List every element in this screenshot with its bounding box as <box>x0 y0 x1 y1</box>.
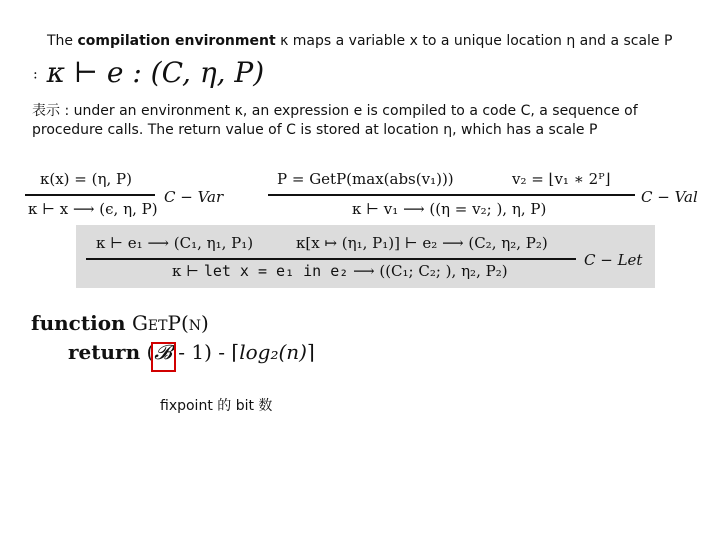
intro-bold-phrase: compilation environment <box>77 33 276 49</box>
return-log: log₂(n) <box>239 340 307 364</box>
description-line1-text: : under an environment κ, an expression e is compiled to a code C, a sequence of <box>60 103 638 119</box>
judgement-formula: κ ⊢ e : (C, η, P) <box>46 56 265 89</box>
rule-val-bar <box>268 194 635 196</box>
description-label: 表示 <box>32 103 60 119</box>
description-line-2: procedure calls. The return value of C is stored at location η, which has a scale P <box>32 122 598 138</box>
rule-var-bar <box>25 194 155 196</box>
rule-val-premise-right: v₂ = ⌊v₁ ∗ 2ᴾ⌋ <box>512 170 611 188</box>
rule-let-conclusion-post: ⟶ ((C₁; C₂; ), η₂, P₂) <box>348 262 508 280</box>
return-open-paren: ( <box>146 340 155 364</box>
description-line-1 <box>32 100 638 120</box>
intro-prefix: The <box>47 33 78 49</box>
function-header <box>31 311 209 335</box>
intro-rest: κ maps a variable x to a unique location η and a scale P <box>275 33 673 49</box>
bit-width-highlight-box <box>151 342 176 372</box>
rule-let-code: let x = e₁ in e₂ <box>203 262 349 280</box>
fixpoint-note: fixpoint 的 bit 数 <box>160 398 273 414</box>
function-name: GetP(n) <box>131 311 209 335</box>
rule-let-premise-left: κ ⊢ e₁ ⟶ (C₁, η₁, P₁) <box>96 234 254 252</box>
function-return-line <box>68 340 315 364</box>
bit-width-symbol: 𝓑 <box>154 340 172 364</box>
rule-var-premise: κ(x) = (η, P) <box>40 170 132 188</box>
rule-var-name: C − Var <box>164 188 224 206</box>
function-keyword: function <box>31 311 126 335</box>
rule-val-premise-left: P = GetP(max(abs(v₁))) <box>277 170 454 188</box>
rule-let-conclusion <box>172 262 508 280</box>
rule-let-bar <box>86 258 576 260</box>
rule-val-name: C − Val <box>641 188 698 206</box>
rule-let-name: C − Let <box>584 251 643 269</box>
rule-let-premise-right: κ[x ↦ (η₁, P₁)] ⊢ e₂ ⟶ (C₂, η₂, P₂) <box>296 234 548 252</box>
judgement-bullet: : <box>33 66 38 83</box>
intro-sentence <box>47 33 672 49</box>
rule-let-conclusion-pre: κ ⊢ <box>172 262 204 280</box>
return-keyword: return <box>68 340 141 364</box>
rule-var-conclusion: κ ⊢ x ⟶ (ϵ, η, P) <box>28 200 158 218</box>
rule-val-conclusion: κ ⊢ v₁ ⟶ ((η = v₂; ), η, P) <box>352 200 547 218</box>
return-close: ⌉ <box>306 340 315 364</box>
judgement-form <box>33 56 264 89</box>
return-mid: - 1) - ⌈ <box>171 340 240 364</box>
